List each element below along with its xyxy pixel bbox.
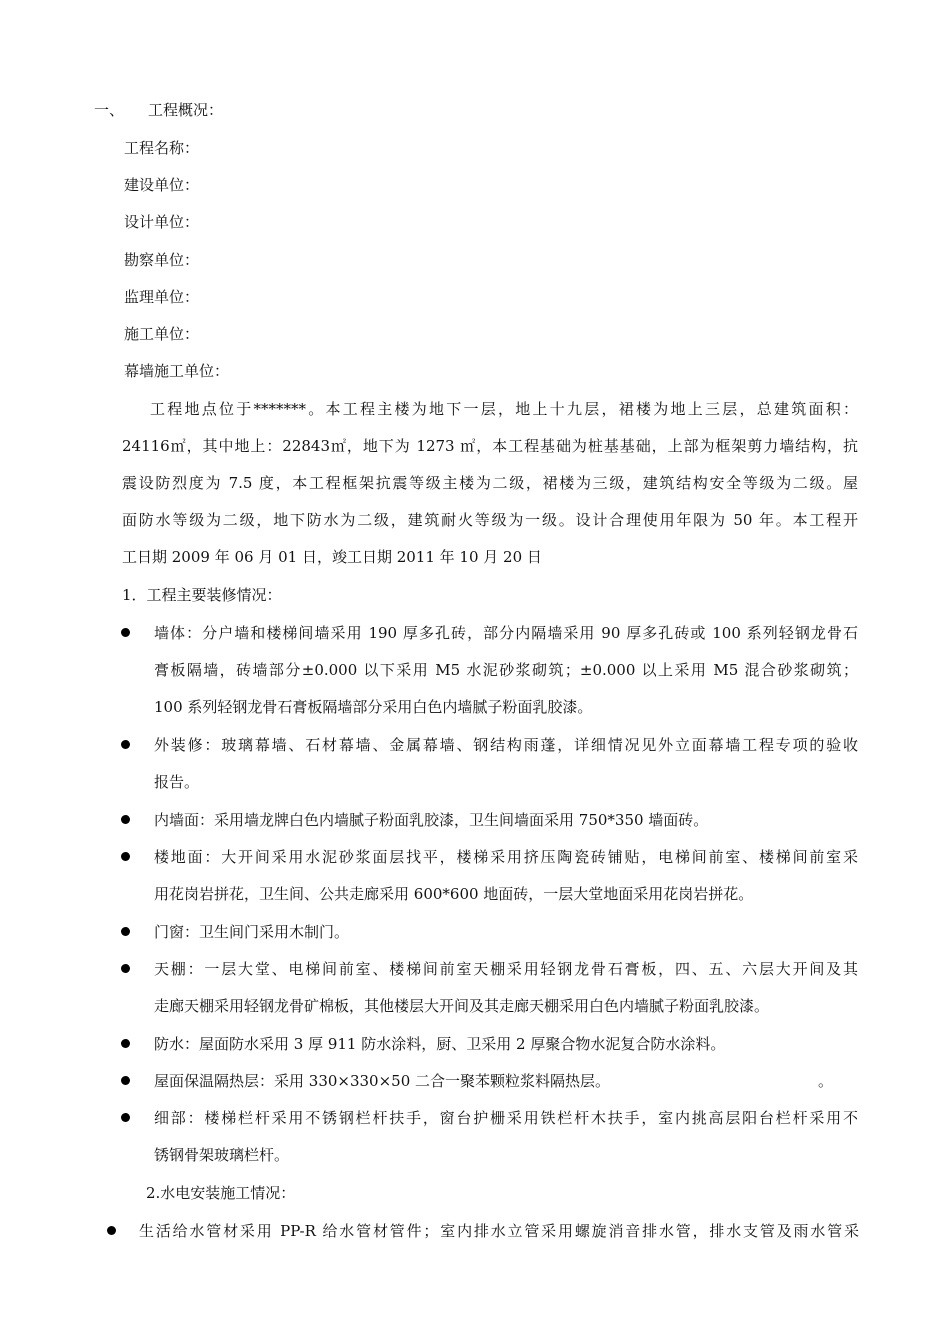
list-item-line: 走廊天棚采用轻钢龙骨矿棉板，其他楼层大开间及其走廊天棚采用白色内墙腻子粉面乳胶漆。 bbox=[154, 997, 770, 1015]
list-item-line: 天棚：一层大堂、电梯间前室、楼梯间前室天棚采用轻钢龙骨石膏板，四、五、六层大开间及其 bbox=[154, 960, 858, 978]
list-item-line: 用花岗岩拼花，卫生间、公共走廊采用 600*600 地面砖，一层大堂地面采用花岗岩拼花。 bbox=[154, 885, 754, 903]
field-contractor: 施工单位： bbox=[124, 325, 200, 343]
intro-line: 24116㎡，其中地上：22843㎡，地下为 1273 ㎡，本工程基础为桩基基础，上部为框架剪力墙结构，抗 bbox=[122, 437, 858, 455]
bullet-icon bbox=[121, 1039, 130, 1048]
list-item-line: 墙体：分户墙和楼梯间墙采用 190 厚多孔砖，部分内隔墙采用 90 厚多孔砖或 100 系列轻钢龙骨石 bbox=[154, 624, 858, 642]
bullet-icon bbox=[121, 852, 130, 861]
list-item-line: 100 系列轻钢龙骨石膏板隔墙部分采用白色内墙腻子粉面乳胶漆。 bbox=[154, 698, 593, 716]
intro-line: 工日期 2009 年 06 月 01 日，竣工日期 2011 年 10 月 20 日 bbox=[122, 548, 542, 566]
intro-line: 震设防烈度为 7.5 度，本工程框架抗震等级主楼为二级，裙楼为三级，建筑结构安全等级为二级。屋 bbox=[122, 474, 858, 492]
list-item-line: 报告。 bbox=[154, 773, 200, 791]
list-item-line: 细部：楼梯栏杆采用不锈钢栏杆扶手，窗台护栅采用铁栏杆木扶手，室内挑高层阳台栏杆采用不 bbox=[154, 1109, 858, 1127]
field-surveyor: 勘察单位： bbox=[124, 251, 200, 269]
list-item-line: 膏板隔墙，砖墙部分±0.000 以下采用 M5 水泥砂浆砌筑；±0.000 以上采用 M5 混合砂浆砌筑； bbox=[154, 661, 858, 679]
bullet-icon bbox=[121, 740, 130, 749]
heading-number: 一、 bbox=[94, 101, 125, 119]
bullet-icon bbox=[121, 1113, 130, 1122]
bullet-icon bbox=[121, 815, 130, 824]
bullet-icon bbox=[121, 1076, 130, 1085]
section1-title: 1．工程主要装修情况： bbox=[122, 586, 282, 604]
list-item-line: 防水：屋面防水采用 3 厚 911 防水涂料，厨、卫采用 2 厚聚合物水泥复合防水涂料。 bbox=[154, 1035, 726, 1053]
trailing-mark: 。 bbox=[818, 1072, 834, 1090]
field-owner: 建设单位： bbox=[124, 176, 200, 194]
intro-line: 工程地点位于*******。本工程主楼为地下一层，地上十九层，裙楼为地上三层，总建筑面积： bbox=[150, 400, 858, 418]
bullet-icon bbox=[121, 927, 130, 936]
list-item-line: 门窗：卫生间门采用木制门。 bbox=[154, 923, 350, 941]
list-item-line: 楼地面：大开间采用水泥砂浆面层找平，楼梯采用挤压陶瓷砖铺贴，电梯间前室、楼梯间前室采 bbox=[154, 848, 858, 866]
bullet-icon bbox=[107, 1226, 116, 1235]
field-project-name: 工程名称： bbox=[124, 139, 200, 157]
field-designer: 设计单位： bbox=[124, 213, 200, 231]
intro-line: 面防水等级为二级，地下防水为二级，建筑耐火等级为一级。设计合理使用年限为 50 年。本工程开 bbox=[122, 511, 858, 529]
field-supervisor: 监理单位： bbox=[124, 288, 200, 306]
list-item-line: 生活给水管材采用 PP-R 给水管材管件；室内排水立管采用螺旋消音排水管，排水支管及雨水管采 bbox=[139, 1222, 859, 1240]
heading-title: 工程概况： bbox=[148, 101, 224, 119]
bullet-icon bbox=[121, 964, 130, 973]
field-curtain-wall-contractor: 幕墙施工单位： bbox=[124, 362, 230, 380]
list-item-line: 屋面保温隔热层：采用 330×330×50 二合一聚苯颗粒浆料隔热层。 bbox=[154, 1072, 611, 1090]
bullet-icon bbox=[121, 628, 130, 637]
list-item-line: 锈钢骨架玻璃栏杆。 bbox=[154, 1146, 290, 1164]
list-item-line: 内墙面：采用墙龙牌白色内墙腻子粉面乳胶漆，卫生间墙面采用 750*350 墙面砖。 bbox=[154, 811, 709, 829]
section2-title: 2.水电安装施工情况： bbox=[146, 1184, 296, 1202]
list-item-line: 外装修：玻璃幕墙、石材幕墙、金属幕墙、钢结构雨蓬，详细情况见外立面幕墙工程专项的验收 bbox=[154, 736, 858, 754]
